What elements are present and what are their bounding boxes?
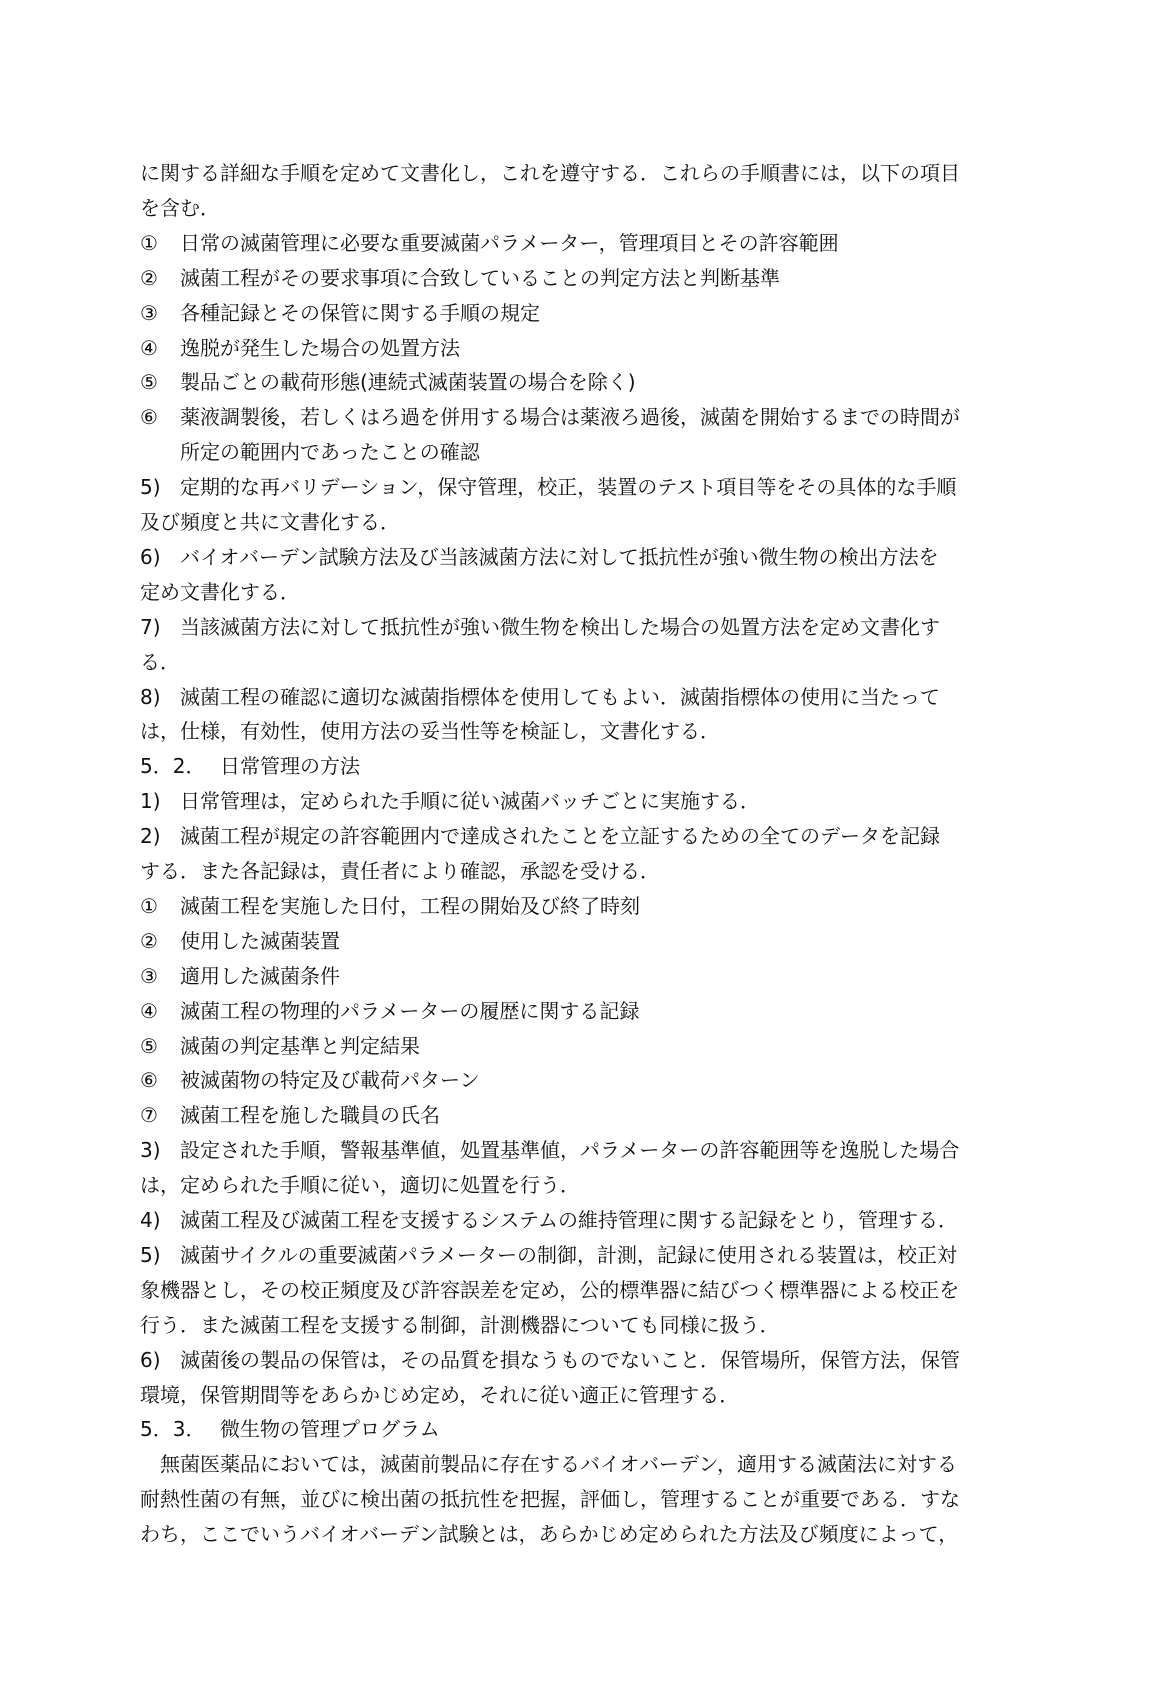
line-text: 各種記録とその保管に関する手順の規定 [180, 300, 540, 325]
list-item [140, 367, 1040, 397]
list-item [140, 402, 1040, 432]
item-number: 5．3． [140, 1417, 206, 1442]
item-number: 5．2． [140, 754, 206, 779]
item-number: 4) [140, 1208, 161, 1232]
list-item [140, 1135, 1040, 1165]
line-text: 日常管理は，定められた手順に従い滅菌バッチごとに実施する． [180, 789, 760, 814]
list-item [140, 1345, 1040, 1375]
list-item [140, 891, 1040, 921]
line-text: 薬液調製後，若しくはろ過を併用する場合は薬液ろ過後，滅菌を開始するまでの時間が [180, 405, 960, 430]
text-line [140, 193, 1040, 223]
line-text: 被滅菌物の特定及び載荷パターン [180, 1068, 480, 1093]
item-number: ⑤ [140, 1033, 158, 1058]
line-text: は，定められた手順に従い，適切に処置を行う． [140, 1173, 580, 1198]
text-line [140, 716, 1040, 746]
item-number: ② [140, 928, 158, 953]
list-item [140, 228, 1040, 258]
list-item [140, 333, 1040, 363]
text-line [140, 1170, 1040, 1200]
line-text: は，仕様，有効性，使用方法の妥当性等を検証し，文書化する． [140, 719, 720, 744]
item-number: 8) [140, 684, 161, 709]
line-text: 定め文書化する． [140, 579, 300, 604]
item-number: ⑥ [140, 1068, 158, 1093]
item-number: ⑥ [140, 405, 158, 430]
list-item [140, 263, 1040, 293]
line-text: 設定された手順，警報基準値，処置基準値，パラメーターの許容範囲等を逸脱した場合 [180, 1138, 960, 1163]
item-number: ③ [140, 963, 158, 988]
item-number: 6) [140, 544, 161, 569]
line-text: 日常の滅菌管理に必要な重要滅菌パラメーター，管理項目とその許容範囲 [180, 230, 839, 255]
line-text: 定期的な再バリデーション，保守管理，校正，装置のテスト項目等をその具体的な手順 [180, 475, 957, 500]
section-heading [140, 751, 1040, 781]
line-text: する．また各記録は，責任者により確認，承認を受ける． [140, 859, 660, 883]
list-item [140, 1205, 1040, 1235]
item-number: ⑤ [140, 370, 158, 395]
list-item [140, 786, 1040, 816]
text-line [140, 647, 1040, 677]
text-line [140, 1275, 1040, 1305]
list-item [140, 1100, 1040, 1130]
line-text: 滅菌工程がその要求事項に合致していることの判定方法と判断基準 [180, 265, 780, 290]
line-text: 滅菌工程を施した職員の氏名 [180, 1103, 440, 1128]
list-item [140, 1240, 1040, 1270]
line-text: 滅菌工程の確認に適切な滅菌指標体を使用してもよい．滅菌指標体の使用に当たって [180, 684, 940, 709]
line-text: わち，ここでいうバイオバーデン試験とは，あらかじめ定められた方法及び頻度によって， [140, 1522, 959, 1547]
line-text: 象機器とし，その校正頻度及び許容誤差を定め，公的標準器に結びつく標準器による校正を [140, 1277, 960, 1302]
line-text: 当該滅菌方法に対して抵抗性が強い微生物を検出した場合の処置方法を定め文書化す [180, 614, 940, 639]
list-item [140, 1031, 1040, 1061]
line-text: 日常管理の方法 [220, 754, 360, 779]
text-line [140, 1484, 1040, 1514]
line-text: 及び頻度と共に文書化する． [140, 510, 400, 534]
item-number: ④ [140, 335, 158, 360]
item-number: ⑦ [140, 1103, 158, 1128]
line-text: 製品ごとの載荷形態(連続式滅菌装置の場合を除く) [180, 370, 636, 395]
item-number: ③ [140, 300, 158, 325]
list-item [140, 472, 1040, 502]
text-line [140, 1380, 1040, 1410]
line-text: 滅菌工程及び滅菌工程を支援するシステムの維持管理に関する記録をとり，管理する． [180, 1208, 958, 1232]
list-item [140, 682, 1040, 712]
item-number: ④ [140, 998, 158, 1023]
item-number: ① [140, 893, 158, 918]
line-text: 滅菌サイクルの重要滅菌パラメーターの制御，計測，記録に使用される装置は，校正対 [180, 1242, 957, 1267]
item-number: 7) [140, 614, 161, 639]
line-text: バイオバーデン試験方法及び当該滅菌方法に対して抵抗性が強い微生物の検出方法を [180, 544, 939, 569]
item-number: 5) [140, 475, 161, 500]
section-heading [140, 1414, 1040, 1444]
text-line [140, 1519, 1040, 1549]
list-item [140, 612, 1040, 642]
line-text: 行う．また滅菌工程を支援する制御，計測機器についても同様に扱う． [140, 1312, 780, 1337]
list-item [140, 1065, 1040, 1095]
line-text: る． [140, 649, 180, 674]
text-line [140, 158, 1040, 188]
list-item [140, 961, 1040, 991]
text-line [140, 577, 1040, 607]
list-item [140, 926, 1040, 956]
item-number: 6) [140, 1347, 161, 1372]
text-line [140, 1449, 1060, 1479]
line-text: 適用した滅菌条件 [180, 963, 340, 988]
line-text: 滅菌工程が規定の許容範囲内で達成されたことを立証するための全てのデータを記録 [180, 824, 940, 849]
text-line [140, 507, 1040, 537]
list-item [140, 542, 1040, 572]
line-text: 使用した滅菌装置 [180, 928, 340, 953]
line-text: 滅菌後の製品の保管は，その品質を損なうものでないこと．保管場所，保管方法，保管 [180, 1347, 960, 1372]
item-number: 3) [140, 1138, 161, 1163]
line-text: 所定の範囲内であったことの確認 [180, 440, 480, 465]
line-text: 滅菌工程の物理的パラメーターの履歴に関する記録 [180, 998, 640, 1023]
line-text: 逸脱が発生した場合の処置方法 [180, 335, 460, 360]
item-number: 5) [140, 1242, 161, 1267]
line-text: 滅菌の判定基準と判定結果 [180, 1033, 420, 1058]
text-line [140, 1310, 1040, 1340]
list-item [140, 996, 1040, 1026]
line-text: に関する詳細な手順を定めて文書化し，これを遵守する．これらの手順書には，以下の項目 [140, 161, 960, 185]
item-number: 1) [140, 789, 161, 814]
text-line [140, 856, 1040, 886]
list-item [140, 298, 1040, 328]
line-text: を含む． [140, 195, 220, 220]
item-number: ① [140, 230, 158, 255]
line-text: 微生物の管理プログラム [220, 1417, 440, 1442]
item-number: 2) [140, 824, 161, 849]
line-text: 耐熱性菌の有無，並びに検出菌の抵抗性を把握，評価し，管理することが重要である．すな [140, 1487, 960, 1512]
item-number: ② [140, 265, 158, 290]
line-text: 無菌医薬品においては，滅菌前製品に存在するバイオバーデン，適用する滅菌法に対する [160, 1452, 957, 1477]
line-text: 環境，保管期間等をあらかじめ定め，それに従い適正に管理する． [140, 1382, 740, 1407]
text-line [140, 437, 1080, 467]
list-item [140, 821, 1040, 851]
line-text: 滅菌工程を実施した日付，工程の開始及び終了時刻 [180, 893, 640, 918]
